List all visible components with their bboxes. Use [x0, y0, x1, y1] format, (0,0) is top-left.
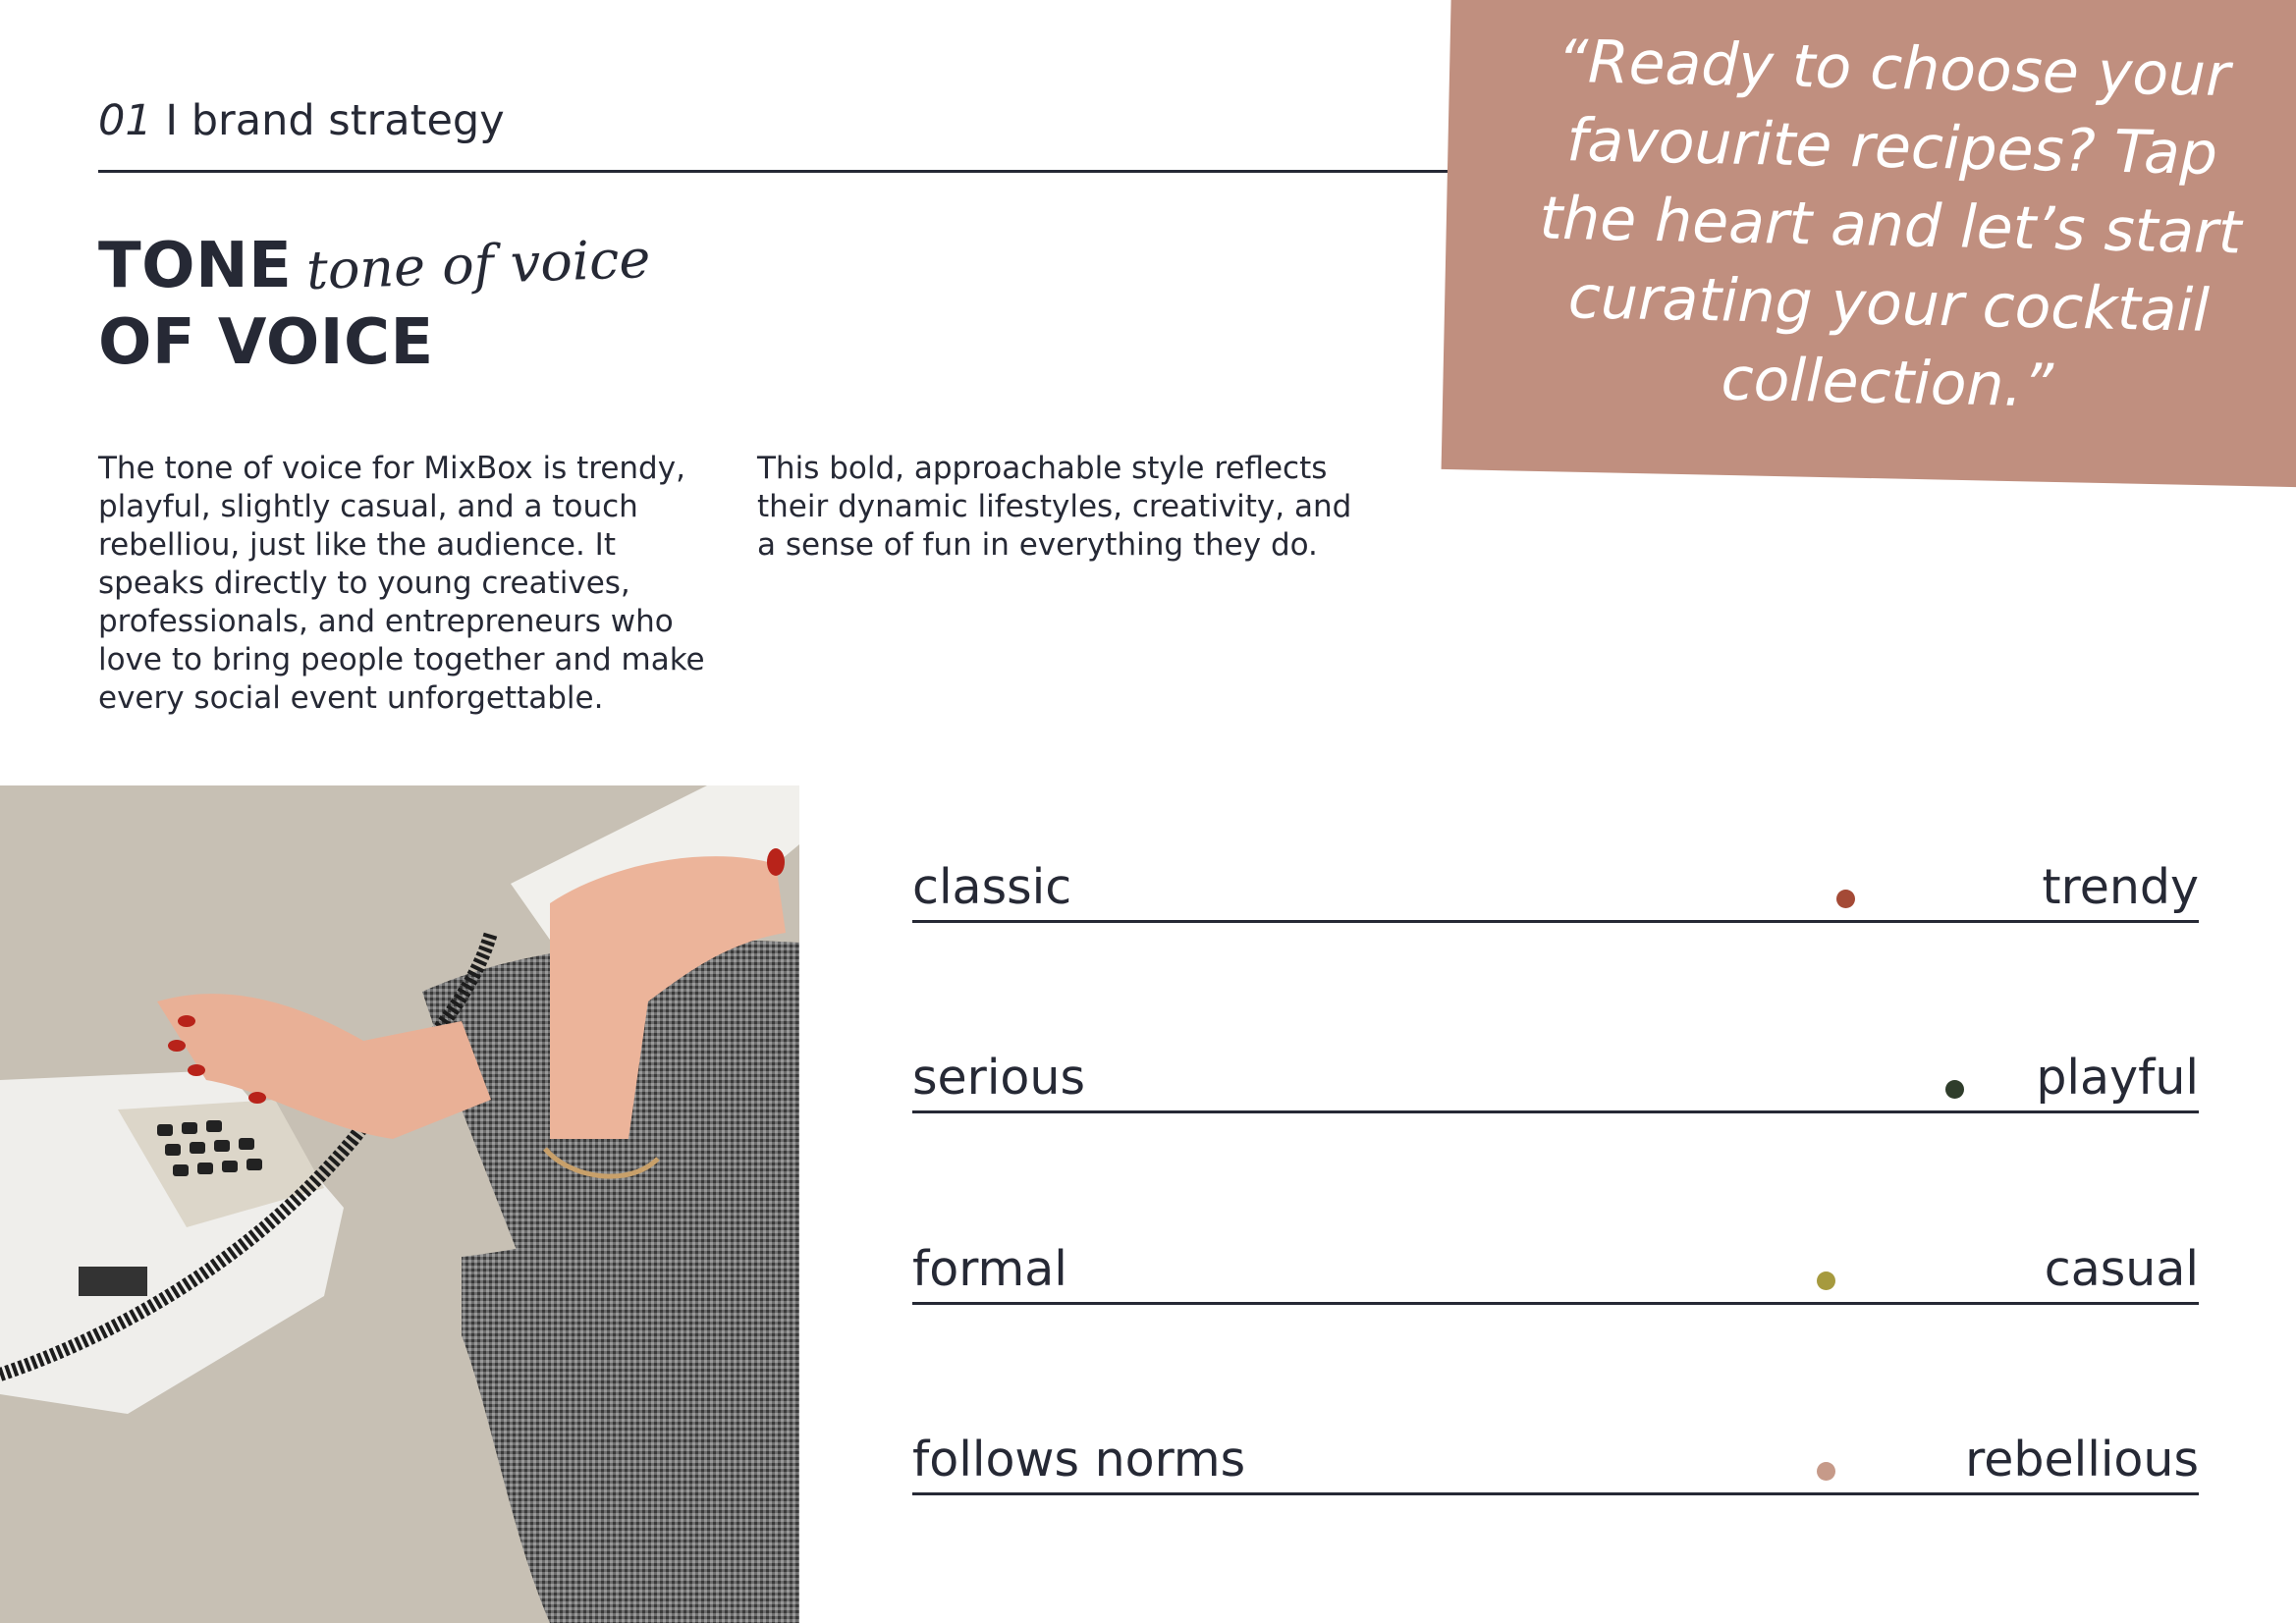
quote-text: “Ready to choose your favourite recipes? Tap the heart and let’s start curating your cocktail collection.” — [1538, 27, 2243, 421]
scale-line — [912, 1302, 2199, 1305]
scale-left-label: serious — [912, 1050, 1085, 1106]
scale-right-label: rebellious — [1965, 1432, 2199, 1488]
scale-row — [912, 859, 2199, 923]
scale-marker — [1817, 1271, 1835, 1290]
scale-row — [912, 1241, 2199, 1305]
section-label — [98, 96, 505, 145]
scale-row — [912, 1050, 2199, 1113]
scale-right-label: trendy — [2042, 859, 2199, 915]
section-number: 01 — [98, 96, 152, 145]
body-paragraph-2: This bold, approachable style reflects their dynamic lifestyles, creativity, and a sense of fun in everything they do. — [757, 451, 1352, 563]
body-paragraph-1: The tone of voice for MixBox is trendy, playful, slightly casual, and a touch rebelliou, just like the audience. It speaks directly to young creatives, professionals, and entrepreneurs who love to bring people together and make every social event unforgettable. — [98, 451, 705, 716]
scale-left-label: classic — [912, 859, 1072, 915]
scale-line — [912, 1110, 2199, 1113]
scale-marker — [1836, 890, 1855, 908]
script-title: tone of voice — [305, 227, 652, 302]
section-name: brand strategy — [191, 96, 505, 145]
scale-marker — [1945, 1080, 1964, 1099]
scale-line — [912, 920, 2199, 923]
header-divider — [98, 170, 1451, 173]
photo-hands-telephone — [0, 785, 799, 1623]
scale-left-label: follows norms — [912, 1432, 1246, 1488]
scale-left-label: formal — [912, 1241, 1067, 1297]
scale-marker — [1817, 1462, 1835, 1481]
title-line-1: TONE — [98, 230, 293, 302]
scale-line — [912, 1492, 2199, 1495]
scale-right-label: casual — [2044, 1241, 2199, 1297]
telephone-photo-illustration — [0, 785, 799, 1623]
section-separator: I — [151, 96, 191, 145]
scale-row — [912, 1432, 2199, 1495]
scale-right-label: playful — [2036, 1050, 2199, 1106]
title-line-2: OF VOICE — [98, 306, 434, 379]
